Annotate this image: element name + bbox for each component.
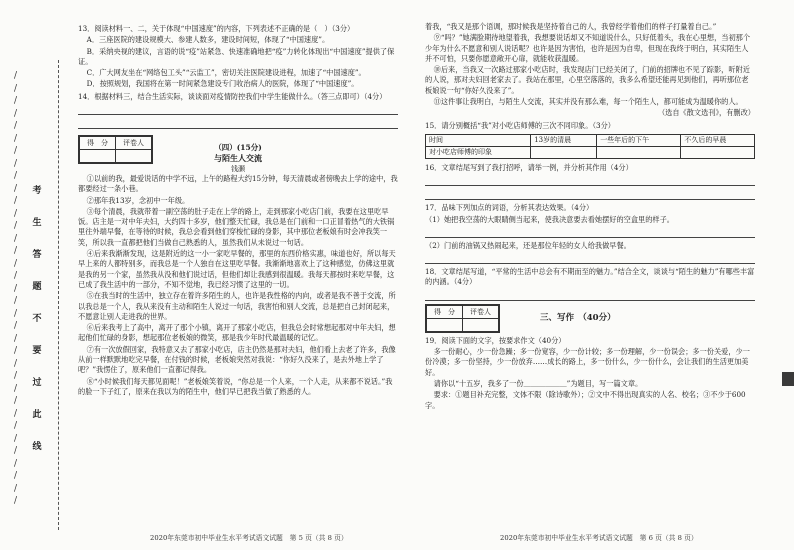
table-header: 时间 <box>426 134 531 146</box>
table-header: 不久后的早晨 <box>681 134 755 146</box>
answer-line[interactable] <box>425 175 755 186</box>
answer-line[interactable] <box>78 118 398 129</box>
question-15: 15．请分别概括“我”对小吃店师傅的三次不同印象。（3分） <box>425 120 615 130</box>
option-a: A．三座医院的建设规模大、参建人数多，建设时间短，体现了“中国速度”。 <box>86 35 330 45</box>
seal-warning <box>30 175 44 463</box>
option-b: B．采纳央视的建议，言语的说“疫”站紧急、快速准确地把“疫”力转化体现出“中国速度”提供了保证。 <box>78 46 395 66</box>
answer-line[interactable] <box>425 290 755 301</box>
writing-requirements: 要求：①题目补充完整，文体不限（除诗歌外）；②文中不得出现真实的人名、校名；③不少于600字。 <box>425 390 746 410</box>
paragraph-1: ①以前的我，最爱说话的中学不远，上午的路程大约15分钟，每天清晨或者傍晚去上学的途中，我都要经过一条小巷。 <box>78 173 398 194</box>
paragraph-4: ④后来我渐渐发现，这是附近的这一小一家吃早餐的，那里的东西价格实惠，味道也好，所以每天早上来的人都特别多，而我总是一个人独自在这里吃早餐。我渐渐地喜欢上了这种感觉，仿佛这里就是我的另一个家，虽然我从没和他们说过话，但他们却让我感到很温暖。我每天都按时来吃早餐，这已成了我生活中的一部分，不知不觉地，我已经习惯了这里的一切。 <box>78 249 396 289</box>
seal-char: 题 <box>32 282 42 292</box>
paragraph-9: ⑨“吗？”她满脸期待地望着我，我想要说话却又不知道说什么，只好低着头，我在心里想，当初那个少年为什么不愿意和别人说话呢？也许是因为害怕，也许是因为自卑，但现在我终于明白，其实陌生人并不可怕，只要你愿意敞开心扉，就能收获温暖。 <box>425 33 751 63</box>
score-cell[interactable] <box>80 150 116 163</box>
paragraph-6: ⑥后来我考上了高中，离开了那个小镇，离开了那家小吃店，但我总会时常想起那对中年夫妇，想起他们忙碌的身影，想起那位老板娘的微笑，那是我少年时代最温暖的记忆。 <box>78 323 396 343</box>
question-17: 17．品味下列加点的词语，分析其表达效果。（4分） <box>425 203 594 213</box>
question-13: 13．阅读材料一、二，关于体现“中国速度”的内容，下列表述不正确的是（ ）（3分） <box>78 24 355 33</box>
margin-slashes: / / / / / / / / / / / / / / / / / / / / / / / / / / / / / / / / / / / <box>14 71 18 506</box>
answer-line[interactable] <box>78 104 398 115</box>
seal-char: 生 <box>32 218 42 228</box>
paragraph-11: ⑪这件事让我明白，与陌生人交流，其实并没有那么难，每一个陌生人，都可能成为温暖你的人。 <box>433 97 743 107</box>
seal-char: 要 <box>32 346 42 356</box>
question-16: 16．文章结尾写到了我打招呼，请举一例，并分析其作用（4分） <box>425 162 633 172</box>
section-label: （四）(15分) <box>214 143 262 153</box>
option-c: C．广大网友坐在“网络包工头”“云监工”，密切关注医院建设进程，加速了“中国速度”。 <box>86 68 366 78</box>
answer-line[interactable] <box>425 253 755 264</box>
table-row-label: 对小吃店师傅的印象 <box>426 146 531 158</box>
table-header: 一些年后的下午 <box>597 134 681 146</box>
paragraph-10: ⑩后来，当我又一次路过那家小吃店时，我发现店门已经关闭了，门前的招牌也不见了踪影，听附近的人说，那对夫妇回老家去了。我站在那里，心里空落落的，我多么希望还能再见到他们，再听那位老板娘说一句“你好久没来了”。 <box>425 65 750 95</box>
footer-right: 2020年东莞市初中毕业生水平考试语文试题 第 6 页（共 8 页） <box>500 534 698 542</box>
passage-source: （选自《散文选刊》，有删改） <box>657 108 755 118</box>
score-cell[interactable] <box>427 318 463 331</box>
passage-author: 钱灏 <box>231 164 245 173</box>
grader-cell[interactable] <box>463 318 499 331</box>
score-box-right <box>425 304 755 333</box>
writing-task: 请你以“十五岁，我多了一份＿＿＿＿＿＿”为题目，写一篇文章。 <box>433 378 643 388</box>
right-page <box>425 22 755 412</box>
left-page <box>78 22 398 398</box>
writing-prompt: 多一份耐心，少一份急躁；多一份宽容，少一份计较；多一份理解，少一份误会；多一份关爱，少一份冷漠；多一份坚持，少一份放弃……成长的路上，多一份什么，少一份什么，会让我们的生活更加美好。 <box>425 347 750 377</box>
seal-char: 不 <box>32 314 42 324</box>
passage-title: 与陌生人交流 <box>214 153 262 164</box>
footer-left: 2020年东莞市初中毕业生水平考试语文试题 第 5 页（共 8 页） <box>150 534 348 542</box>
grader-cell[interactable] <box>116 150 152 163</box>
seal-char: 过 <box>32 378 42 388</box>
continued-text: 着我，“我又是那个语调，那时候我是坚持着自己的人，我曾经学着他们的样子打量着自己。” <box>425 22 717 31</box>
paragraph-3: ③每个清晨，我就带着一副空荡的肚子走在上学的路上，走到那家小吃店门前，我要在这里吃早饭。店主是一对中年夫妇，大约四十多岁，他们整天忙碌，我总是在门前和一口正冒着热气的大铁锅里往外端早餐，在等待的时候，我总会看到他们穿梭忙碌的身影，其中那位老板娘有时会冲我笑一笑，所以我一直都把他们当做自己熟悉的人，虽然我们从未说过一句话。 <box>78 206 395 247</box>
score-header: 得 分 <box>427 305 463 318</box>
paragraph-8: ⑧“小时候我们每天都见面呢！”老板娘笑着说，“你总是一个人来，一个人走，从来都不说话。”我的脸一下子红了，原来在我以为的陌生中，他们早已把我当做了熟悉的人。 <box>78 376 393 396</box>
question-17-1: （1）她把我空荡的大眼睛侧当起来，使我决意要去看她摆好的空盒里的样子。 <box>425 214 674 224</box>
table-answer-cell[interactable] <box>681 146 755 158</box>
question-14: 14．根据材料三，结合生活实际，谈谈面对疫情防控我们中学生能做什么。（答三点即可）（4分） <box>78 91 387 101</box>
table-header: 13岁的清晨 <box>531 134 597 146</box>
score-header: 得 分 <box>80 137 116 150</box>
paragraph-5: ⑤在我当时的生活中，独立存在着许多陌生的人，也许是我性格的内向，或者是我不善于交流，所以我总是一个人，我从来没有主动和陌生人说过一句话，我害怕和别人交流，总是把自己封闭起来，不愿意让别人走进我的世界。 <box>78 291 396 321</box>
impression-table <box>425 134 755 159</box>
table-answer-cell[interactable] <box>531 146 597 158</box>
grader-header: 评卷人 <box>116 137 152 150</box>
paragraph-7: ⑦有一次放假回家，我特意又去了那家小吃店，店主仍然是那对夫妇，他们看上去老了许多，我像从前一样默默地吃完早餐，在付钱的时候，老板娘突然对我说：“你好久没来了，是去外地上学了吧？”我愣住了，原来他们一直都记得我。 <box>78 344 396 375</box>
answer-line[interactable] <box>425 189 755 200</box>
binding-dashed-line <box>58 60 59 530</box>
writing-section-title: 三、写作 （40分） <box>540 313 616 324</box>
table-answer-cell[interactable] <box>597 146 681 158</box>
answer-line[interactable] <box>425 227 755 238</box>
scan-edge-mark <box>782 372 794 386</box>
option-d: D．按照规划，我国将在第一时间紧急建设专门收治病人的医院，体现了“中国速度”。 <box>86 79 359 89</box>
question-18: 18．文章结尾写道，“平常的生活中总会有不期而至的魅力。”结合全文，谈谈与“陌生的魅力”有哪些丰富的内涵。（4分） <box>425 267 755 287</box>
seal-char: 此 <box>32 410 42 420</box>
seal-char: 答 <box>32 250 42 260</box>
question-19: 19．阅读下面的文字，按要求作文（40分） <box>425 335 566 345</box>
grader-header: 评卷人 <box>463 305 499 318</box>
seal-char: 线 <box>32 442 42 452</box>
paragraph-2: ②那年我13岁，念初中一年级。 <box>86 195 190 205</box>
seal-char: 考 <box>32 186 42 196</box>
question-17-2: （2）门前的油锅又热闹起来，还是那位年轻的女人给我做早餐。 <box>425 240 631 250</box>
